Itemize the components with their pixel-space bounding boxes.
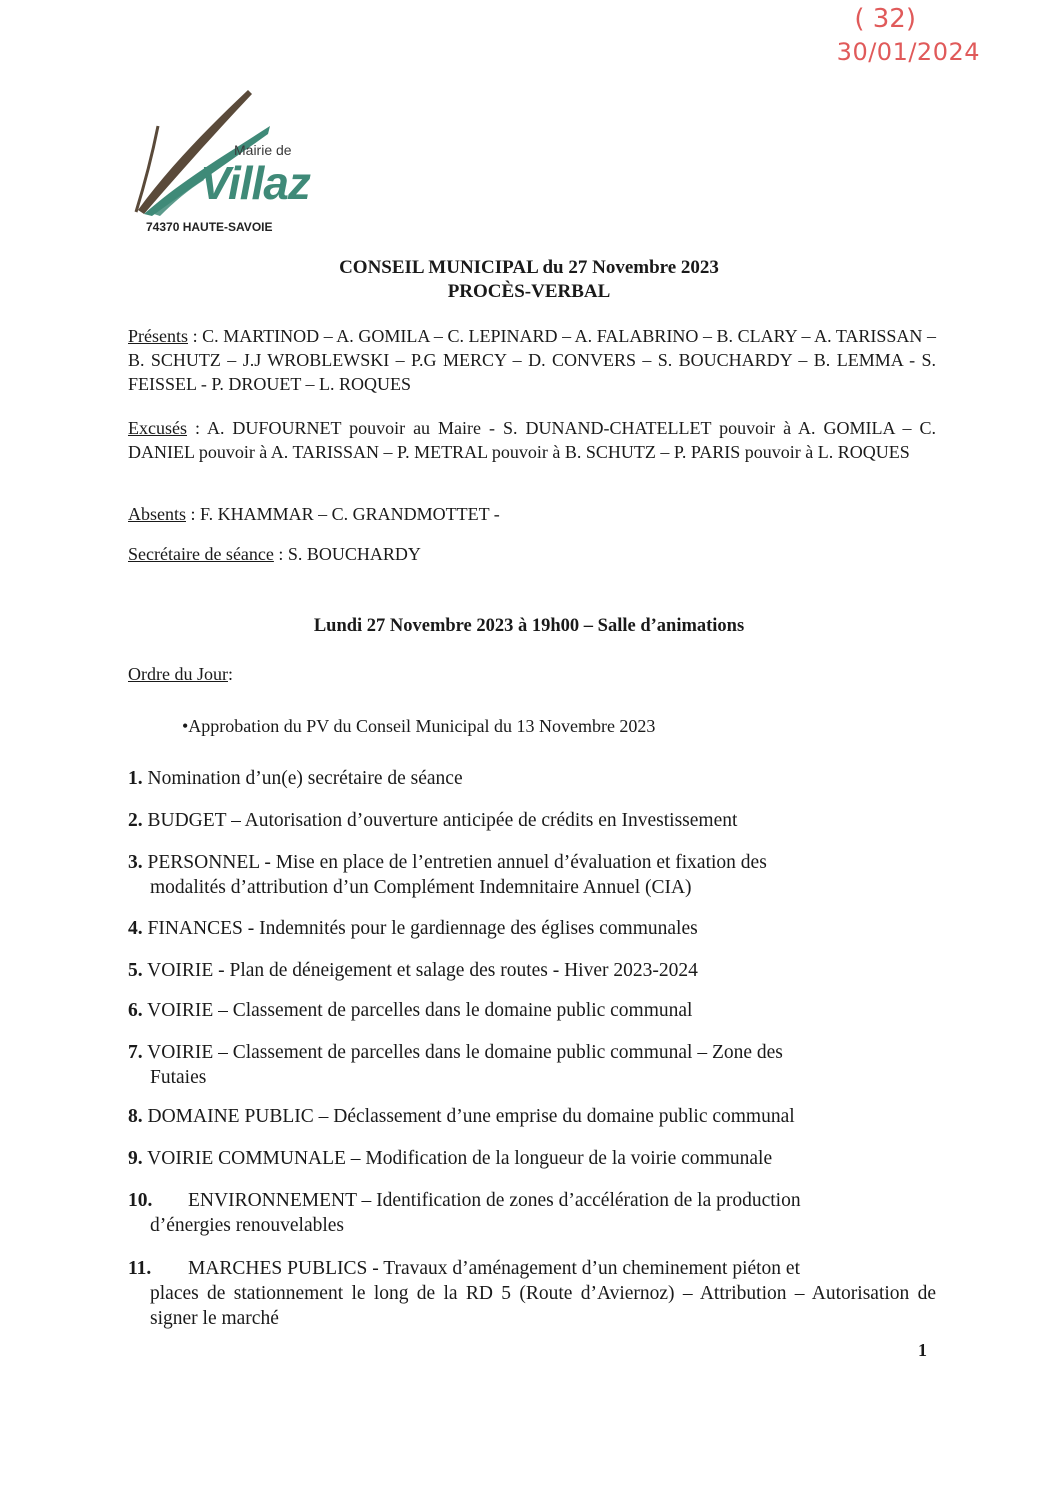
agenda-item-number: 5. [128,960,143,981]
agenda-item [128,808,936,833]
title-line-1: CONSEIL MUNICIPAL du 27 Novembre 2023 [339,257,719,278]
agenda-item-text: MARCHES PUBLICS - Travaux d’aménagement d’un cheminement piéton et [188,1258,801,1279]
agenda-item-continuation: places de stationnement le long de la RD 5 (Route d’Aviernoz) – Attribution – Autorisation de signer le marché [150,1283,936,1329]
excuses-label: Excusés [128,418,187,438]
secretaire-paragraph [128,542,936,566]
secretaire-label: Secrétaire de séance [128,544,274,564]
agenda-item-text: VOIRIE – Classement de parcelles dans le domaine public communal [147,1000,693,1021]
handwritten-annotation [820,4,980,76]
presents-text: : C. MARTINOD – A. GOMILA – C. LEPINARD – A. FALABRINO – B. CLARY – A. TARISSAN – B. SCHUTZ – J.J WROBLEWSKI – P.G MERCY – D. CONVERS – S. BOUCHARDY – B. LEMMA - S. FEISSEL - P. DROUET – L. ROQUES [128,326,936,394]
mairie-logo [130,86,320,238]
agenda-item [128,998,936,1023]
agenda-item [128,1104,936,1129]
agenda-item-number: 10. [128,1190,153,1211]
agenda-item-text: VOIRIE COMMUNALE – Modification de la longueur de la voirie communale [147,1148,773,1169]
agenda-item-continuation: Futaies [150,1067,207,1088]
presents-paragraph [128,324,936,396]
agenda-item [128,1040,936,1090]
absents-label: Absents [128,504,186,524]
absents-paragraph [128,502,936,526]
meeting-info: Lundi 27 Novembre 2023 à 19h00 – Salle d’animations [313,616,745,636]
agenda-item-number: 4. [128,918,143,939]
agenda-item-text: BUDGET – Autorisation d’ouverture anticipée de crédits en Investissement [147,810,738,831]
excuses-paragraph [128,416,936,464]
agenda-item-text: Nomination d’un(e) secrétaire de séance [147,768,463,789]
agenda-item-number: 6. [128,1000,143,1021]
agenda-item [128,1256,936,1331]
agenda-item-number: 2. [128,810,143,831]
agenda-item-continuation: d’énergies renouvelables [150,1215,345,1236]
agenda-item [128,958,936,983]
logo-mairie-text: Mairie de [234,142,292,158]
agenda-item-text: FINANCES - Indemnités pour le gardiennage des églises communales [147,918,698,939]
agenda-item-number: 9. [128,1148,143,1169]
agenda-item-text: ENVIRONNEMENT – Identification de zones d’accélération de la production [188,1190,801,1211]
agenda-item [128,1146,936,1171]
title-line-2: PROCÈS-VERBAL [447,281,611,302]
presents-label: Présents [128,326,188,346]
secretaire-text: : S. BOUCHARDY [273,544,421,564]
logo-villaz-text: Villaz [200,157,310,209]
agenda-item-text: DOMAINE PUBLIC – Déclassement d’une emprise du domaine public communal [147,1106,795,1127]
agenda-item-text: PERSONNEL - Mise en place de l’entretien annuel d’évaluation et fixation des [147,852,767,873]
agenda-item-number: 11. [128,1258,152,1279]
agenda-item [128,850,936,900]
agenda-item-number: 3. [128,852,143,873]
ordre-label: Ordre du Jour [128,664,228,684]
agenda-item-continuation: modalités d’attribution d’un Complément Indemnitaire Annuel (CIA) [150,877,692,898]
absents-text: : F. KHAMMAR – C. GRANDMOTTET - [186,504,500,524]
ordre-colon: : [227,664,233,684]
ordre-du-jour-heading [128,664,233,685]
agenda-item-number: 1. [128,768,143,789]
agenda-item [128,1188,936,1238]
document-title [0,256,1058,304]
annotation-date: 30/01/2024 [836,38,980,66]
agenda-item [128,916,936,941]
agenda-item-number: 7. [128,1042,143,1063]
agenda-bullet-item: •Approbation du PV du Conseil Municipal du 13 Novembre 2023 [182,716,656,736]
agenda-item-number: 8. [128,1106,143,1127]
excuses-text: : A. DUFOURNET pouvoir au Maire - S. DUNAND-CHATELLET pouvoir à A. GOMILA – C. DANIEL pouvoir à A. TARISSAN – P. METRAL pouvoir à B. SCHUTZ – P. PARIS pouvoir à L. ROQUES [128,418,936,462]
annotation-number: ( 32) [854,4,916,34]
logo-department-text: 74370 HAUTE-SAVOIE [146,220,273,234]
agenda-item-text: VOIRIE - Plan de déneigement et salage des routes - Hiver 2023-2024 [147,960,698,981]
agenda-item [128,766,936,791]
page-number: 1 [918,1340,927,1360]
agenda-item-text: VOIRIE – Classement de parcelles dans le domaine public communal – Zone des [147,1042,783,1063]
